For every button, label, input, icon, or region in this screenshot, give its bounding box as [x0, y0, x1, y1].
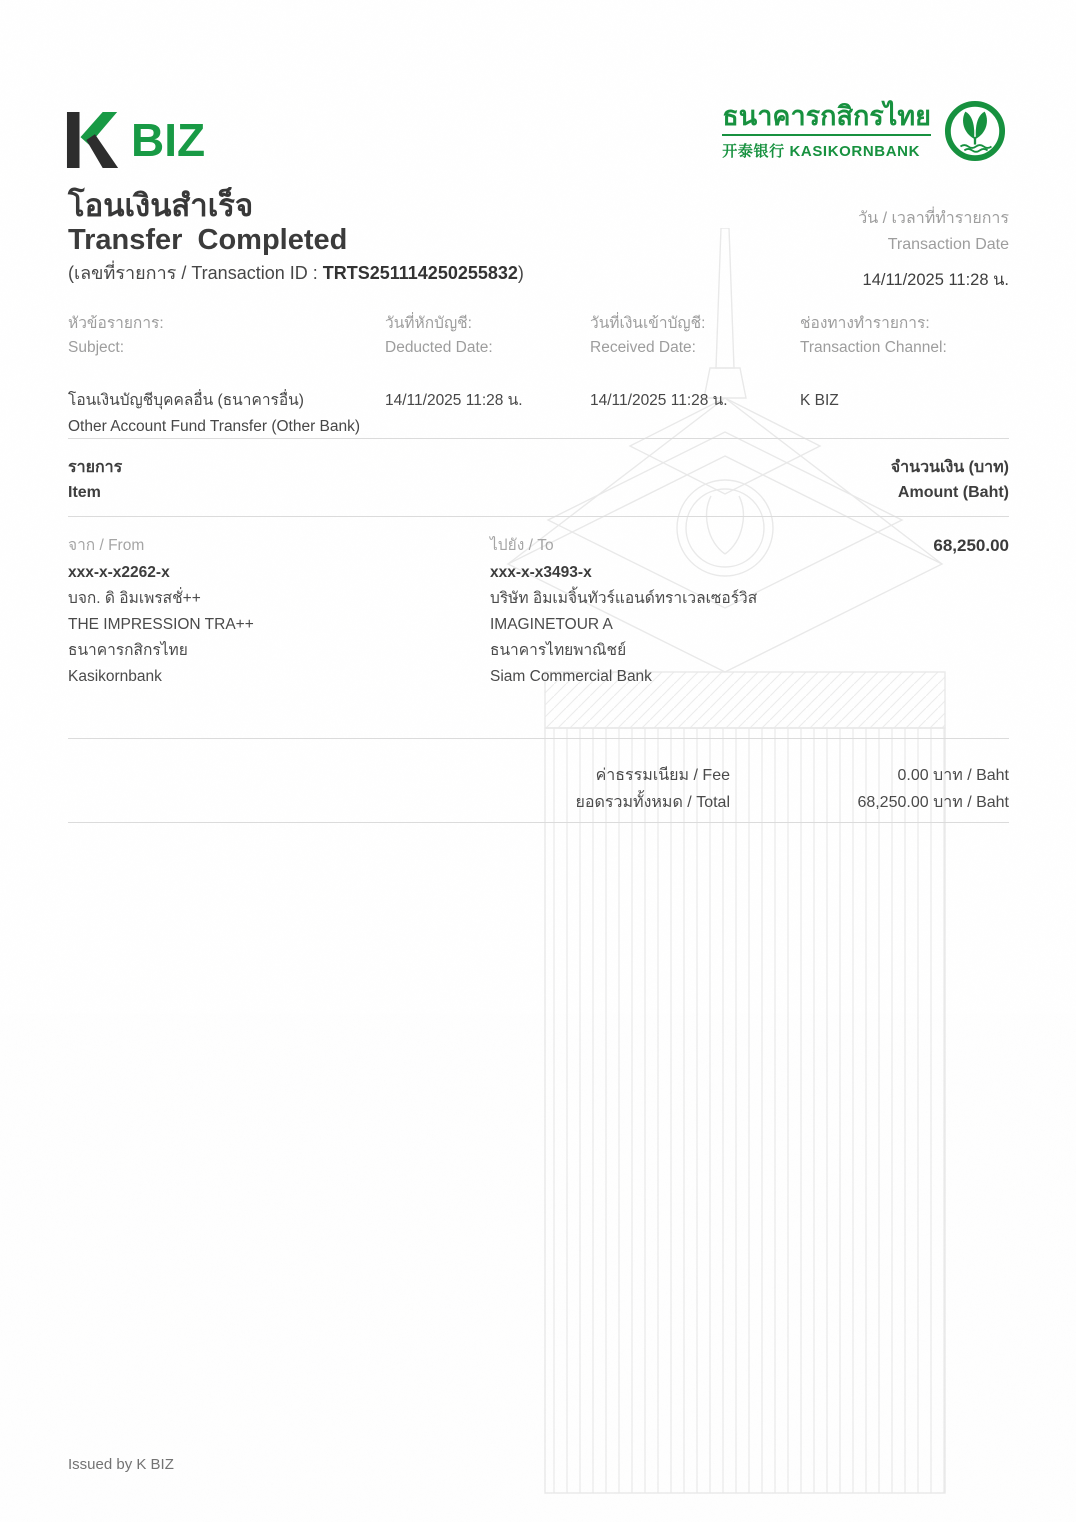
- bank-name-thai: ธนาคารกสิกรไทย: [722, 100, 931, 131]
- transaction-date-block: [858, 206, 1009, 293]
- to-account-number: xxx-x-x3493-x: [490, 564, 592, 581]
- channel-value: K BIZ: [800, 392, 839, 409]
- kasikornbank-logo: [722, 100, 1006, 162]
- transaction-date-label-thai: วัน / เวลาที่ทำรายการ: [858, 210, 1009, 227]
- amount-value: 68,250.00: [933, 536, 1009, 555]
- divider: [68, 438, 1009, 439]
- received-date-label-thai: วันที่เงินเข้าบัญชี:: [590, 315, 706, 332]
- bank-name-english: 开泰银行 KASIKORNBANK: [722, 143, 920, 161]
- bank-name-underline: [722, 134, 931, 137]
- total-label: ยอดรวมทั้งหมด / Total: [575, 794, 730, 811]
- deducted-date-label-thai: วันที่หักบัญชี:: [385, 315, 472, 332]
- field-received-date: [590, 312, 795, 414]
- received-date-label-english: Received Date:: [590, 339, 696, 356]
- transaction-date-label-english: Transaction Date: [887, 236, 1009, 253]
- item-header-english: Item: [68, 484, 101, 501]
- kbiz-k-icon: [66, 112, 122, 168]
- from-bank-english: Kasikornbank: [68, 668, 162, 685]
- from-name-thai: บจก. ดิ อิมเพรสชั่++: [68, 590, 201, 607]
- amount-column-header: [891, 455, 1009, 505]
- to-bank-thai: ธนาคารไทยพาณิชย์: [490, 642, 627, 659]
- divider: [68, 822, 1009, 823]
- deducted-date-label-english: Deducted Date:: [385, 339, 493, 356]
- fee-value: 0.00 บาท / Baht: [897, 767, 1009, 784]
- to-bank-english: Siam Commercial Bank: [490, 668, 652, 685]
- bank-name-block: [722, 101, 931, 162]
- fee-label: ค่าธรรมเนียม / Fee: [595, 767, 730, 784]
- transaction-id-suffix: ): [517, 263, 524, 283]
- transaction-id-prefix: (เลขที่รายการ / Transaction ID :: [68, 263, 323, 283]
- to-party-block: [490, 533, 910, 690]
- channel-label-english: Transaction Channel:: [800, 339, 947, 356]
- to-name-english: IMAGINETOUR A: [490, 616, 613, 633]
- transaction-date-value: 14/11/2025 11:28 น.: [862, 271, 1009, 289]
- total-value: 68,250.00 บาท / Baht: [857, 794, 1009, 811]
- subject-value-english: Other Account Fund Transfer (Other Bank): [68, 418, 361, 435]
- divider: [68, 738, 1009, 739]
- amount-header-thai: จำนวนเงิน (บาท): [890, 459, 1009, 476]
- field-deducted-date: [385, 312, 585, 414]
- item-header-thai: รายการ: [68, 459, 123, 476]
- to-name-thai: บริษัท อิมเมจิ้นทัวร์แอนด์ทราเวลเซอร์วิส: [490, 590, 758, 607]
- from-bank-thai: ธนาคารกสิกรไทย: [68, 642, 188, 659]
- subject-label-english: Subject:: [68, 339, 125, 356]
- to-label: ไปยัง / To: [490, 537, 554, 554]
- page-title-thai: โอนเงินสำเร็จ: [68, 188, 254, 223]
- divider: [68, 516, 1009, 517]
- field-transaction-channel: [800, 312, 1010, 414]
- kbiz-logo-text: BIZ: [131, 114, 206, 166]
- channel-label-thai: ช่องทางทำรายการ:: [800, 315, 930, 332]
- amount-header-english: Amount (Baht): [897, 484, 1009, 501]
- transaction-id-value: TRTS251114250255832: [322, 263, 518, 283]
- issued-by-text: Issued by K BIZ: [68, 1456, 174, 1473]
- from-name-english: THE IMPRESSION TRA++: [68, 616, 254, 633]
- kbiz-logo: [66, 112, 205, 168]
- item-column-header: [68, 455, 122, 505]
- transaction-id-line: [68, 258, 524, 287]
- subject-value-thai: โอนเงินบัญชีบุคคลอื่น (ธนาคารอื่น): [68, 392, 304, 409]
- from-label: จาก / From: [68, 537, 145, 554]
- subject-label-thai: หัวข้อรายการ:: [68, 315, 164, 332]
- from-account-number: xxx-x-x2262-x: [68, 564, 170, 581]
- field-subject: [68, 312, 378, 440]
- kasikorn-rice-sprout-icon: [944, 100, 1006, 162]
- received-date-value: 14/11/2025 11:28 น.: [590, 392, 728, 409]
- deducted-date-value: 14/11/2025 11:28 น.: [385, 392, 523, 409]
- page-title-english: Transfer Completed: [68, 224, 348, 256]
- from-party-block: [68, 533, 468, 690]
- subject-value: [68, 388, 378, 440]
